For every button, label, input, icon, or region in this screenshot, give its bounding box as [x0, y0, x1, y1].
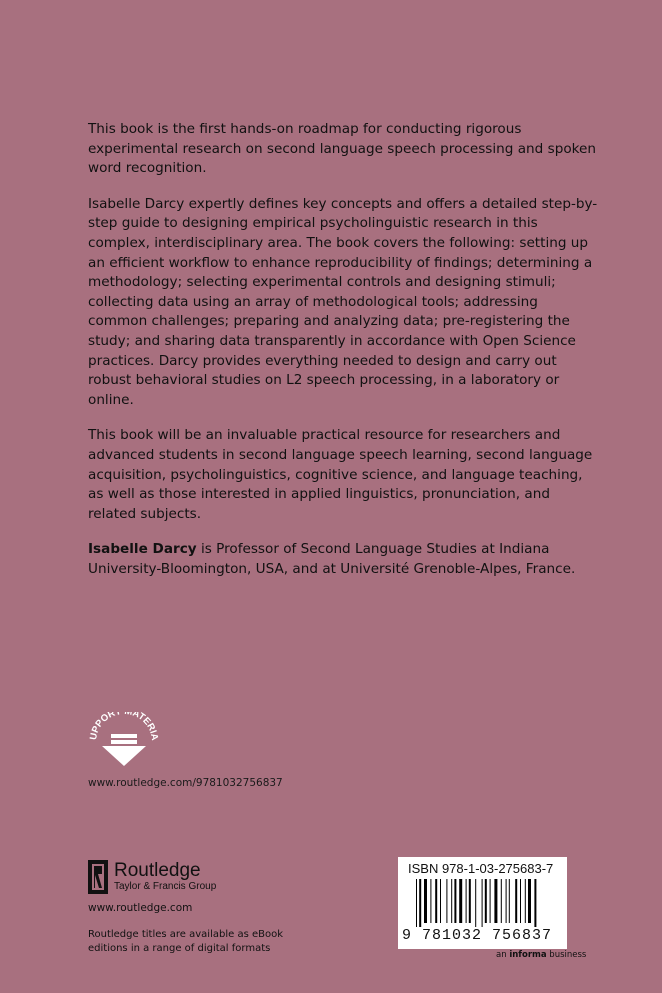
blurb-paragraph-3: This book will be an invaluable practical resource for researchers and advanced students in second language speech learning, second language acquisition, psycholinguistics, cognitive science, and language teaching, as well as those interested in applied linguistics, pronunciation, and related subjects. — [88, 427, 593, 522]
support-material-url[interactable]: www.routledge.com/9781032756837 — [88, 777, 283, 789]
barcode-bar — [520, 879, 521, 923]
barcode-bar — [454, 879, 456, 923]
barcode-bar — [440, 879, 441, 923]
barcode-bar — [506, 879, 507, 923]
support-material-badge — [86, 712, 162, 768]
barcode-bar — [424, 879, 427, 923]
author-name: Isabelle Darcy — [88, 541, 197, 558]
isbn-label: ISBN 978-1-03-275683-7 — [408, 861, 554, 876]
routledge-logo-icon — [88, 860, 108, 894]
barcode-bar — [490, 879, 491, 923]
back-cover-blurb — [88, 120, 598, 595]
blurb-paragraph-1: This book is the first hands-on roadmap for conducting rigorous experimental research on second language speech processing and spoken word recognition. — [88, 121, 597, 177]
informa-suffix: business — [546, 950, 587, 960]
barcode-bar — [501, 879, 502, 923]
blurb-paragraph-2: Isabelle Darcy expertly defines key concepts and offers a detailed step-by-step guide to designing empirical psycholinguistic research in this complex, interdisciplinary area. The book covers the following: setting up an efficient workflow to enhance reproducibility of findings; determining a methodology; selecting experimental controls and designing stimuli; collecting data using an array of methodological tools; addressing common challenges; preparing and analyzing data; pre-registering the study; and sharing data transparently in accordance with Open Science practices. Darcy provides everything needed to design and carry out robust behavioral studies on L2 speech processing, in a laboratory or online. — [88, 195, 598, 408]
support-material-label: UPPORT ATERIA — [87, 712, 161, 742]
publisher-logo — [88, 860, 216, 894]
isbn-barcode — [398, 857, 567, 949]
barcode-bar — [515, 879, 517, 923]
barcode-bar — [430, 879, 431, 923]
barcode-bar — [525, 879, 526, 923]
barcode-bar — [469, 879, 471, 923]
informa-prefix: an — [496, 950, 510, 960]
barcode-bars — [416, 879, 554, 927]
barcode-bar — [528, 879, 531, 923]
barcode-bar — [416, 879, 417, 927]
barcode-bar — [435, 879, 437, 923]
publisher-name: Routledge — [114, 860, 201, 881]
barcode-bar — [459, 879, 462, 923]
informa-brand: informa — [509, 950, 547, 960]
author-bio — [88, 540, 598, 579]
barcode-bar — [475, 879, 476, 927]
publisher-group: Taylor & Francis Group — [114, 881, 217, 892]
barcode-bar — [466, 879, 467, 923]
author-bio-text: is Professor of Second Language Studies at Indiana University-Bloomington, USA, and at Université Grenoble-Alpes, France. — [88, 541, 576, 577]
barcode-bar — [482, 879, 483, 927]
barcode-bar — [446, 879, 447, 923]
publisher-url[interactable]: www.routledge.com — [88, 902, 193, 914]
download-arrow-icon — [86, 712, 162, 768]
barcode-bar — [485, 879, 487, 923]
barcode-bar — [451, 879, 452, 923]
informa-business-tag — [496, 950, 586, 960]
barcode-bar — [419, 879, 421, 927]
barcode-bar — [509, 879, 510, 923]
barcode-bar — [494, 879, 497, 923]
ebook-note: Routledge titles are available as eBook editions in a range of digital formats — [88, 929, 283, 954]
isbn-digits: 9 781032 756837 — [402, 927, 553, 944]
barcode-bar — [534, 879, 536, 927]
